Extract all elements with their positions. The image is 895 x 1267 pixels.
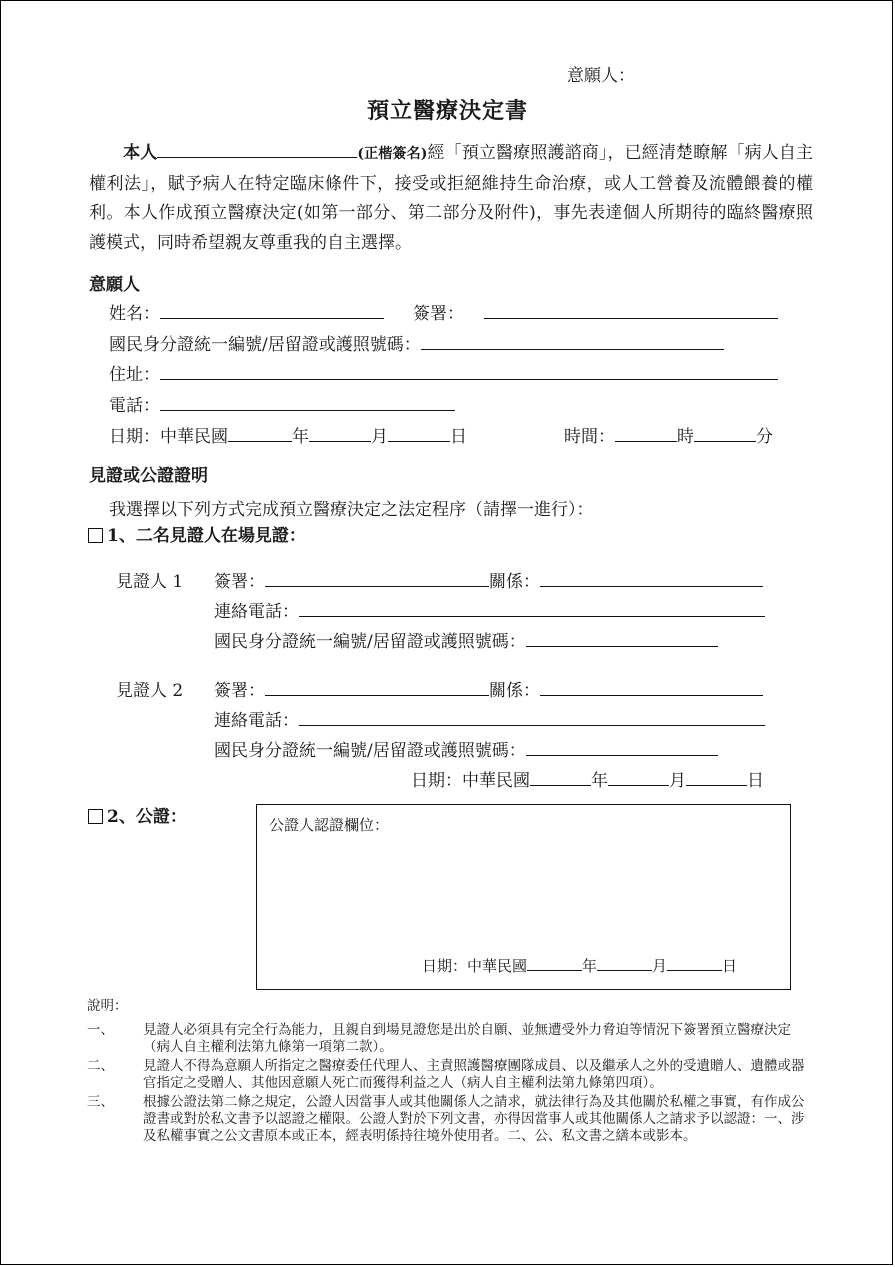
signature-note: (正楷簽名) [357, 146, 428, 162]
witness2-relation-label: 關係： [489, 681, 540, 701]
id-label: 國民身分證統一編號/居留證或護照號碼： [109, 335, 421, 355]
option1-checkbox[interactable] [88, 528, 103, 543]
notes-list [87, 1022, 813, 1147]
notary-day-line[interactable] [667, 955, 722, 971]
option1-label: 1、二名見證人在場見證： [107, 526, 306, 546]
signature-label: 簽署： [413, 304, 464, 324]
name-label: 姓名： [109, 304, 160, 324]
header-applicant-label: 意願人： [567, 66, 635, 86]
note-number: 三、 [87, 1094, 114, 1110]
time-row [564, 422, 773, 447]
name-row [109, 299, 384, 324]
witness-month-label: 月 [669, 771, 686, 791]
year-label: 年 [292, 427, 309, 447]
signature-input-line[interactable] [484, 301, 778, 319]
witness1-relation-line[interactable] [540, 569, 763, 587]
witness-month-line[interactable] [608, 768, 669, 786]
witness2-contact-label: 連絡電話： [214, 711, 299, 731]
witness2-contact-line[interactable] [299, 708, 765, 726]
month-label: 月 [371, 427, 388, 447]
witness2-id-line[interactable] [526, 738, 718, 756]
option2-row [88, 802, 187, 827]
note-text: 見證人不得為意願人所指定之醫療委任代理人、主責照護醫療團隊成員、以及繼承人之外的受遺贈人、遺體或器官指定之受贈人、其他因意願人死亡而獲得利益之人（病人自主權利法第九條第四項）。 [143, 1058, 805, 1091]
name-input-line[interactable] [160, 301, 384, 319]
notes-heading: 說明： [87, 998, 128, 1014]
note-item [87, 1058, 813, 1092]
witness1-label: 見證人 1 [116, 572, 184, 592]
applicant-heading: 意願人 [89, 275, 140, 295]
minute-label: 分 [756, 427, 773, 447]
intro-paragraph [89, 139, 813, 258]
address-input-line[interactable] [160, 362, 778, 380]
witness2-sign-row [214, 676, 763, 701]
notary-month-line[interactable] [597, 955, 652, 971]
notary-box[interactable] [256, 804, 791, 990]
phone-row [109, 391, 455, 416]
id-input-line[interactable] [421, 332, 724, 350]
hour-input-line[interactable] [615, 424, 677, 442]
witness-day-line[interactable] [686, 768, 747, 786]
witness-day-label: 日 [747, 771, 764, 791]
notary-year-line[interactable] [527, 955, 582, 971]
self-signature-line[interactable] [157, 140, 357, 158]
witness-year-label: 年 [591, 771, 608, 791]
option2-label: 2、公證： [107, 807, 187, 827]
notary-year-label: 年 [582, 957, 598, 975]
witness1-id-row [214, 627, 718, 652]
hour-label: 時 [677, 427, 694, 447]
witness-instruction: 我選擇以下列方式完成預立醫療決定之法定程序（請擇一進行）： [109, 500, 594, 520]
notary-date-prefix: 日期：中華民國 [422, 957, 528, 975]
day-input-line[interactable] [388, 424, 450, 442]
note-text: 見證人必須具有完全行為能力，且親自到場見證您是出於自願、並無遭受外力脅迫等情況下簽署預立醫療決定（病人自主權利法第九條第一項第二款）。 [143, 1022, 791, 1055]
notary-month-label: 月 [652, 957, 668, 975]
month-input-line[interactable] [309, 424, 371, 442]
witness2-relation-line[interactable] [540, 678, 763, 696]
document-title: 預立醫療決定書 [366, 98, 528, 124]
witness-year-line[interactable] [530, 768, 591, 786]
witness1-sign-label: 簽署： [214, 572, 265, 592]
witness-heading: 見證或公證證明 [89, 466, 208, 486]
witness1-relation-label: 關係： [489, 572, 540, 592]
address-row [109, 360, 778, 385]
witness1-id-line[interactable] [526, 629, 718, 647]
witness1-sign-row [214, 567, 763, 592]
witness2-label: 見證人 2 [116, 681, 184, 701]
notary-date-row [422, 955, 737, 976]
id-row [109, 330, 724, 355]
note-text: 根據公證法第二條之規定，公證人因當事人或其他關係人之請求，就法律行為及其他關於私權之事實，有作成公證書或對於私文書予以認證之權限。公證人對於下列文書，亦得因當事人或其他關係人之請求予以認證：一、涉及私權事實之公文書原本或正本，經表明係持往境外使用者。二、公、私文書之繕本或影本。 [143, 1094, 805, 1144]
witness1-sign-line[interactable] [265, 569, 489, 587]
note-number: 二、 [87, 1058, 114, 1074]
date-row [109, 422, 467, 447]
minute-input-line[interactable] [694, 424, 756, 442]
witness2-sign-line[interactable] [265, 678, 489, 696]
option1-row [88, 521, 306, 546]
day-label: 日 [450, 427, 467, 447]
notary-box-label: 公證人認證欄位： [269, 816, 390, 834]
witness1-contact-label: 連絡電話： [214, 602, 299, 622]
note-item [87, 1094, 813, 1145]
time-label: 時間： [564, 427, 615, 447]
note-number: 一、 [87, 1022, 114, 1038]
witness2-id-label: 國民身分證統一編號/居留證或護照號碼： [214, 741, 526, 761]
witness-date-prefix: 日期：中華民國 [411, 771, 530, 791]
phone-input-line[interactable] [160, 393, 455, 411]
witness1-contact-row [214, 597, 765, 622]
witness2-id-row [214, 736, 718, 761]
signature-row [413, 299, 778, 324]
phone-label: 電話： [109, 396, 160, 416]
witness1-id-label: 國民身分證統一編號/居留證或護照號碼： [214, 632, 526, 652]
address-label: 住址： [109, 365, 160, 385]
year-input-line[interactable] [228, 424, 292, 442]
witness2-contact-row [214, 706, 765, 731]
notary-day-label: 日 [722, 957, 738, 975]
option2-checkbox[interactable] [88, 809, 103, 824]
witness-date-row [411, 766, 764, 791]
note-item [87, 1022, 813, 1056]
self-label: 本人 [123, 143, 158, 163]
date-prefix: 日期：中華民國 [109, 427, 228, 447]
intro-text: 經「預立醫療照護諮商」，已經清楚瞭解「病人自主權利法」，賦予病人在特定臨床條件下，接受或拒絕維持生命治療，或人工營養及流體餵養的權利。本人作成預立醫療決定(如第一部分、第二部分及附件)，事先表達個人所期待的臨終醫療照護模式，同時希望親友尊重我的自主選擇。 [89, 143, 814, 253]
witness2-sign-label: 簽署： [214, 681, 265, 701]
witness1-contact-line[interactable] [299, 599, 765, 617]
